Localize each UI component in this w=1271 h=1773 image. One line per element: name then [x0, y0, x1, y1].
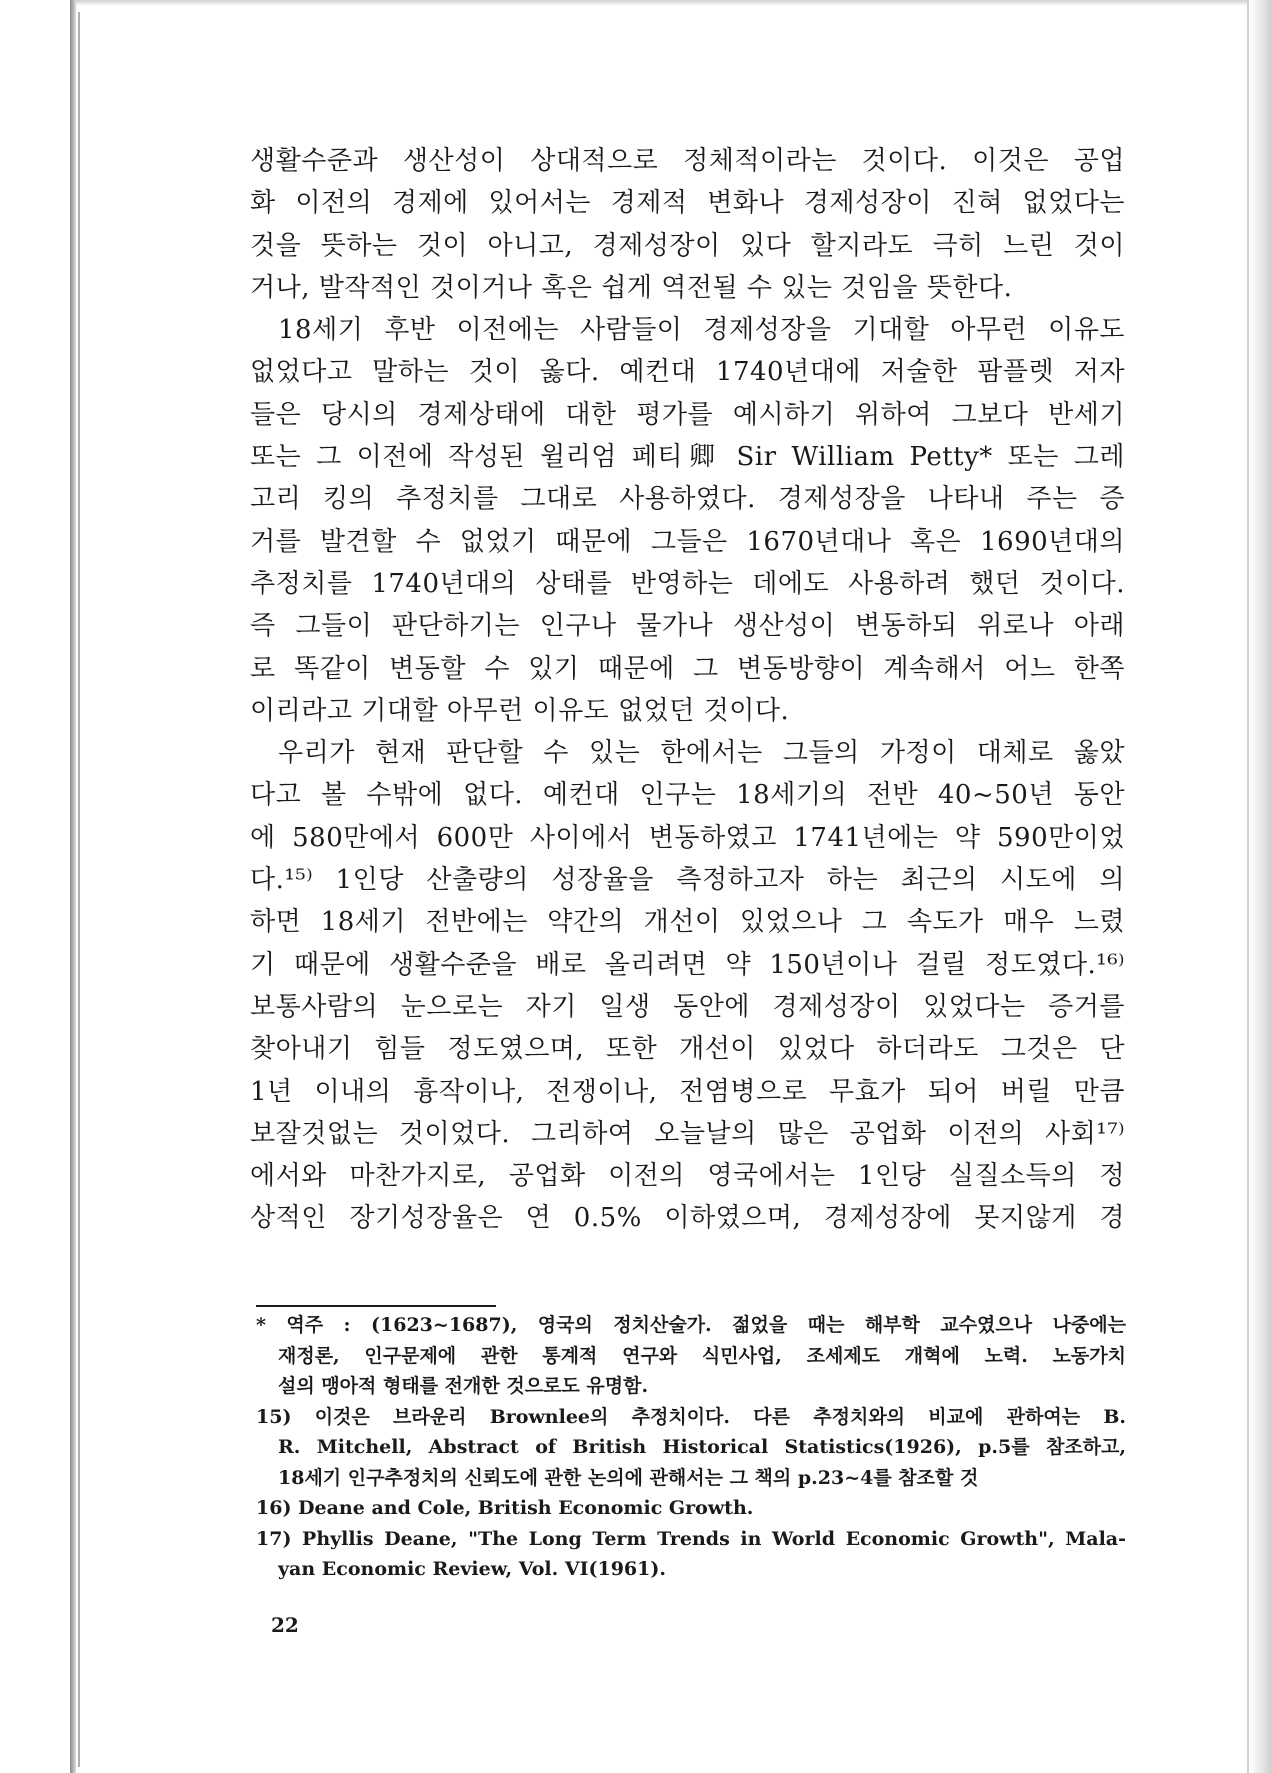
page-number: 22 [271, 1613, 299, 1637]
text-line: 이리라고 기대할 아무런 이유도 없었던 것이다. [250, 695, 790, 726]
text-line: 추정치를 1740년대의 상태를 반영하는 데에도 사용하려 했던 것이다. [250, 568, 1125, 599]
footnote-15-line: 15) 이것은 브라운리 Brownlee의 추정치이다. 다른 추정치와의 비교에 관하여는 B. [256, 1405, 1126, 1428]
text-line: 거를 발견할 수 없었기 때문에 그들은 1670년대나 혹은 1690년대의 [250, 526, 1125, 557]
text-line: 18세기 후반 이전에는 사람들이 경제성장을 기대할 아무런 이유도 [278, 315, 1125, 346]
text-line: 보잘것없는 것이었다. 그리하여 오늘날의 많은 공업화 이전의 사회¹⁷⁾ [250, 1118, 1125, 1149]
text-line: 다고 볼 수밖에 없다. 예컨대 인구는 18세기의 전반 40~50년 동안 [250, 780, 1125, 811]
main-text [250, 140, 1125, 1240]
translator-note-line: 설의 맹아적 형태를 전개한 것으로도 유명함. [278, 1375, 649, 1397]
text-line: 우리가 현재 판단할 수 있는 한에서는 그들의 가정이 대체로 옳았 [278, 738, 1125, 769]
footnotes [256, 1310, 1126, 1585]
translator-note-line: * 역주 : (1623~1687), 영국의 정치산술가. 젊었을 때는 해부학 교수였으나 나중에는 [256, 1314, 1126, 1336]
footnote-15-line: R. Mitchell, Abstract of British Historical Statistics(1926), p.5를 참조하고, [278, 1436, 1126, 1458]
text-line: 생활수준과 생산성이 상대적으로 정체적이라는 것이다. 이것은 공업 [250, 146, 1125, 176]
text-line: 없었다고 말하는 것이 옳다. 예컨대 1740년대에 저술한 팜플렛 저자 [250, 357, 1125, 388]
footnote-divider [256, 1305, 496, 1307]
text-line: 로 똑같이 변동할 수 있기 때문에 그 변동방향이 계속해서 어느 한쪽 [250, 653, 1125, 684]
text-line: 것을 뜻하는 것이 아니고, 경제성장이 있다 할지라도 극히 느린 것이 [250, 230, 1125, 261]
page-left-edge [70, 0, 76, 1773]
text-line: 찾아내기 힘들 정도였으며, 또한 개선이 있었다 하더라도 그것은 단 [250, 1034, 1125, 1065]
text-line: 에 580만에서 600만 사이에서 변동하였고 1741년에는 약 590만이었 [250, 822, 1125, 853]
text-line: 화 이전의 경제에 있어서는 경제적 변화나 경제성장이 진혀 없었다는 [250, 188, 1125, 219]
page-left-border [78, 12, 80, 1767]
page-right-edge [1249, 0, 1271, 1773]
text-line: 에서와 마찬가지로, 공업화 이전의 영국에서는 1인당 실질소득의 정 [250, 1161, 1125, 1192]
text-line: 즉 그들이 판단하기는 인구나 물가나 생산성이 변동하되 위로나 아래 [250, 611, 1125, 642]
footnote-17-line: 17) Phyllis Deane, "The Long Term Trends in World Economic Growth", Mala- [256, 1527, 1126, 1550]
text-line: 거나, 발작적인 것이거나 혹은 쉽게 역전될 수 있는 것임을 뜻한다. [250, 272, 1013, 303]
footnote-16-line: 16) Deane and Cole, British Economic Growth. [256, 1497, 754, 1519]
footnote-15-line: 18세기 인구추정치의 신뢰도에 관한 논의에 관해서는 그 책의 p.23~4를 참조할 것 [278, 1466, 979, 1489]
text-line: 기 때문에 생활수준을 배로 올리려면 약 150년이나 걸릴 정도였다.¹⁶⁾ [250, 949, 1125, 980]
text-line: 또는 그 이전에 작성된 윌리엄 페티卿 Sir William Petty* 또는 그레 [250, 442, 1125, 473]
translator-note-line: 재정론, 인구문제에 관한 통계적 연구와 식민사업, 조세제도 개혁에 노력. 노동가치 [278, 1344, 1126, 1367]
text-line: 고리 킹의 추정치를 그대로 사용하였다. 경제성장을 나타내 주는 증 [250, 484, 1125, 515]
page-top-edge [70, 0, 1250, 6]
footnote-17-line: yan Economic Review, Vol. VI(1961). [278, 1558, 666, 1580]
text-line: 하면 18세기 전반에는 약간의 개선이 있었으나 그 속도가 매우 느렸 [250, 907, 1125, 938]
text-line: 보통사람의 눈으로는 자기 일생 동안에 경제성장이 있었다는 증거를 [250, 991, 1125, 1022]
text-line: 1년 이내의 흉작이나, 전쟁이나, 전염병으로 무효가 되어 버릴 만큼 [250, 1076, 1125, 1107]
text-line: 상적인 장기성장율은 연 0.5% 이하였으며, 경제성장에 못지않게 경 [250, 1203, 1125, 1234]
text-line: 들은 당시의 경제상태에 대한 평가를 예시하기 위하여 그보다 반세기 [250, 399, 1125, 430]
text-line: 다.¹⁵⁾ 1인당 산출량의 성장율을 측정하고자 하는 최근의 시도에 의 [250, 865, 1125, 896]
